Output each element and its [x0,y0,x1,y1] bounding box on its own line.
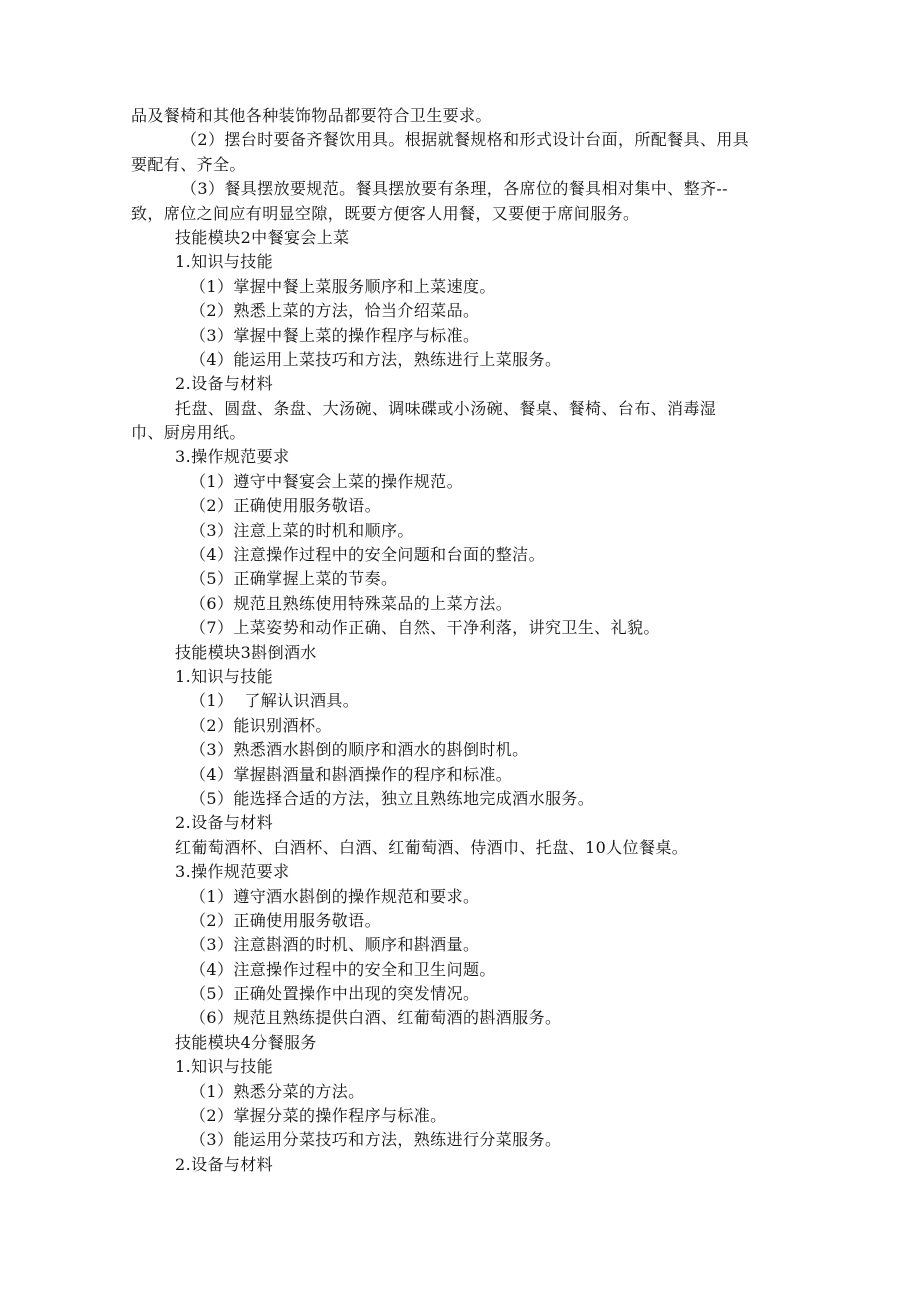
paragraph-line: 致，席位之间应有明显空隙，既要方便客人用餐，又要便于席间服务。 [131,203,640,223]
paragraph-line: 巾、厨房用纸。 [131,423,246,443]
list-item: （2）正确使用服务敬语。 [190,910,381,930]
section-heading: 1.知识与技能 [175,666,274,686]
list-item: （3）掌握中餐上菜的操作程序与标准。 [190,325,480,345]
list-item: （1）遵守中餐宴会上菜的操作规范。 [190,471,463,491]
section-heading: 1.知识与技能 [175,1057,274,1077]
list-item: （3）熟悉酒水斟倒的顺序和酒水的斟倒时机。 [190,740,529,760]
list-item: （4）能运用上菜技巧和方法，熟练进行上菜服务。 [190,349,562,369]
list-item: （2）掌握分菜的操作程序与标准。 [190,1106,447,1126]
list-item: （1）熟悉分菜的方法。 [190,1081,365,1101]
list-item: （2）能识别酒杯。 [190,715,332,735]
section-heading: 2.设备与材料 [175,1154,274,1174]
paragraph-line: 要配有、齐全。 [131,154,246,174]
list-item: （1）遵守酒水斟倒的操作规范和要求。 [190,886,480,906]
list-item: （3）注意斟酒的时机、顺序和斟酒量。 [190,935,480,955]
section-heading: 2.设备与材料 [175,813,274,833]
list-item: （4）注意操作过程中的安全和卫生问题。 [190,959,496,979]
section-heading: 3.操作规范要求 [175,447,290,467]
paragraph-line: （3）餐具摆放要规范。餐具摆放要有条理，各席位的餐具相对集中、整齐-- [181,179,728,199]
list-item: （5）能选择合适的方法，独立且熟练地完成酒水服务。 [190,788,595,808]
list-item: （2）熟悉上菜的方法，恰当介绍菜品。 [190,301,480,321]
paragraph-line: 托盘、圆盘、条盘、大汤碗、调味碟或小汤碗、餐桌、餐椅、台布、消毒湿 [175,398,717,418]
list-item: （5）正确处置操作中出现的突发情况。 [190,984,480,1004]
document-page [0,104,920,1177]
list-item: （4）注意操作过程中的安全问题和台面的整洁。 [190,545,545,565]
module-heading: 技能模块4分餐服务 [175,1032,317,1052]
paragraph-line: 品及餐椅和其他各种装饰物品都要符合卫生要求。 [131,106,492,125]
list-item: （3）注意上菜的时机和顺序。 [190,520,414,540]
section-heading: 3.操作规范要求 [175,862,290,882]
paragraph-line: （2）摆台时要备齐餐饮用具。根据就餐规格和形式设计台面，所配餐具、用具 [181,130,750,150]
list-item: （1） 了解认识酒具。 [190,691,360,711]
section-heading: 2.设备与材料 [175,374,274,394]
module-heading: 技能模块3斟倒酒水 [175,642,317,662]
list-item: （4）掌握斟酒量和斟酒操作的程序和标准。 [190,764,513,784]
paragraph-line: 红葡萄酒杯、白酒杯、白酒、红葡萄酒、侍酒巾、托盘、10人位餐桌。 [175,837,689,857]
module-heading: 技能模块2中餐宴会上菜 [175,227,350,247]
list-item: （3）能运用分菜技巧和方法，熟练进行分菜服务。 [190,1130,562,1150]
section-heading: 1.知识与技能 [175,252,274,272]
list-item: （6）规范且熟练提供白酒、红葡萄酒的斟酒服务。 [190,1008,562,1028]
list-item: （5）正确掌握上菜的节奏。 [190,569,398,589]
list-item: （1）掌握中餐上菜服务顺序和上菜速度。 [190,276,496,296]
list-item: （7）上菜姿势和动作正确、自然、干净利落，讲究卫生、礼貌。 [190,618,660,638]
list-item: （2）正确使用服务敬语。 [190,496,381,516]
list-item: （6）规范且熟练使用特殊菜品的上菜方法。 [190,593,513,613]
